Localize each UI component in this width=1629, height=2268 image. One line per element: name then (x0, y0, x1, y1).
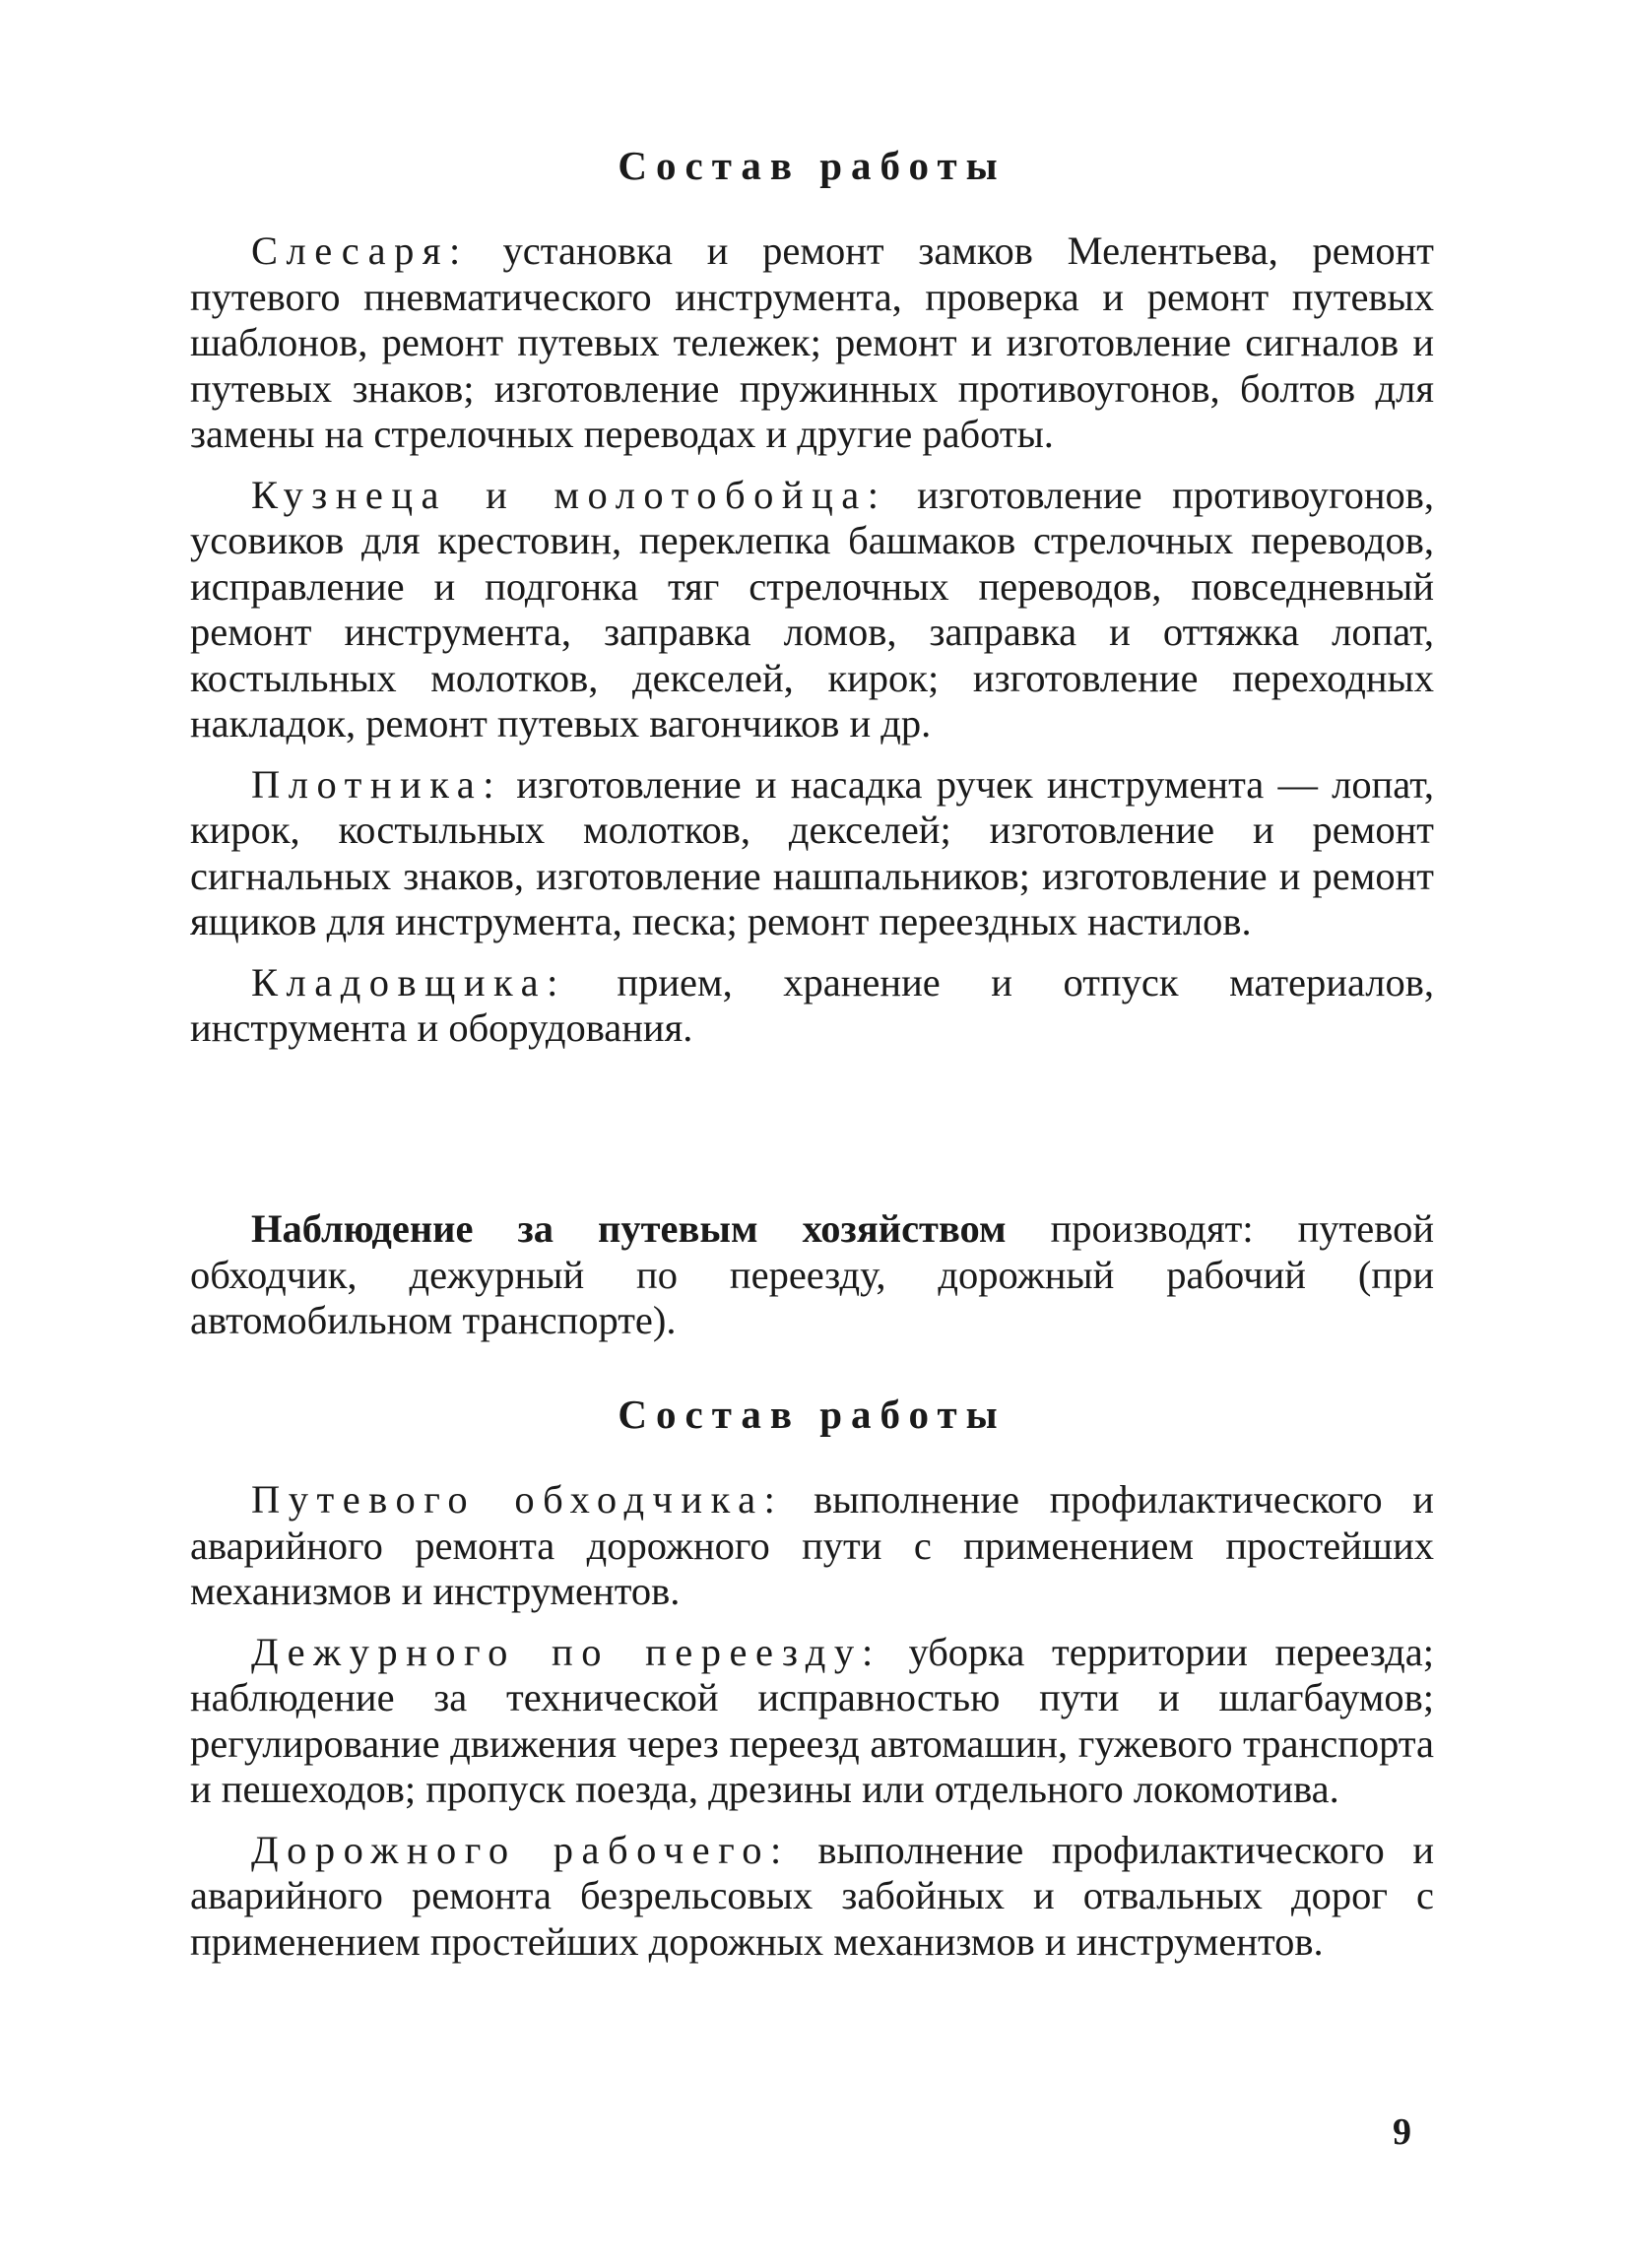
paragraph-kladovshik (190, 960, 1434, 1052)
paragraph-text: производят: путевой обходчик, дежурный по переезду, дорожный рабочий (при автомобильном транспорте). (190, 1206, 1434, 1342)
paragraph-lead: Путевого обходчика: (251, 1477, 784, 1522)
paragraph-text: выполнение профилактического и аварийного ремонта дорожного пути с применением простейших механизмов и инструментов. (190, 1477, 1434, 1613)
paragraph-lead: Дорожного рабочего: (251, 1827, 790, 1872)
paragraph-lead: Дежурного по переезду: (251, 1629, 881, 1674)
paragraph-text: установка и ремонт замков Мелентьева, ремонт путевого пневматического инструмента, проверка и ремонт путевых шаблонов, ремонт путевых тележек; ремонт и изготовление сигналов и путевых знаков; изготовление пружинных противоугонов, болтов для замены на стрелочных переводах и другие работы. (190, 228, 1434, 456)
paragraph-lead: Плотника: (251, 761, 503, 807)
section-1-body (190, 228, 1434, 1052)
paragraph-observation (190, 1206, 1434, 1344)
paragraph-lead: Слесаря: (251, 228, 469, 273)
paragraph-obhodchik (190, 1477, 1434, 1615)
paragraph-text: выполнение профилактического и аварийного ремонта безрельсовых забойных и отвальных дорог с применением простейших дорожных механизмов и инструментов. (190, 1827, 1434, 1964)
observation-block (190, 1206, 1434, 1344)
page-number: 9 (1393, 2111, 1411, 2153)
paragraph-lead: Кузнеца и молотобойца: (251, 472, 887, 517)
paragraph-dorozhny (190, 1828, 1434, 1966)
paragraph-text: уборка территории переезда; наблюдение за технической исправностью пути и шлагбаумов; регулирование движения через переезд автомашин, гужевого транспорта и пешеходов; пропуск поезда, дрезины или отдельного локомотива. (190, 1629, 1434, 1811)
paragraph-slesar (190, 228, 1434, 458)
observation-bold-lead: Наблюдение за путевым хозяйством (251, 1206, 1007, 1251)
paragraph-text: прием, хранение и отпуск материалов, инструмента и оборудования. (190, 959, 1434, 1050)
paragraph-dezhurny (190, 1630, 1434, 1813)
paragraph-lead: Кладовщика: (251, 959, 566, 1004)
section-heading: Состав работы (618, 1392, 1007, 1437)
paragraph-plotnik (190, 762, 1434, 945)
paragraph-text: изготовление противоугонов, усовиков для крестовин, переклепка башмаков стрелочных переводов, исправление и подгонка тяг стрелочных переводов, повседневный ремонт инструмента, заправка ломов, заправка и оттяжка лопат, костыльных молотков, декселей, кирок; изготовление переходных накладок, ремонт путевых вагончиков и др. (190, 472, 1434, 745)
section-2-body (190, 1477, 1434, 1965)
section-heading: Состав работы (618, 143, 1007, 188)
paragraph-kuznec (190, 473, 1434, 747)
paragraph-text: изготовление и насадка ручек инструмента — лопат, кирок, костыльных молотков, декселей; изготовление и ремонт сигнальных знаков, изготовление нашпальников; изготовление и ремонт ящиков для инструмента, песка; ремонт переездных настилов. (190, 761, 1434, 943)
